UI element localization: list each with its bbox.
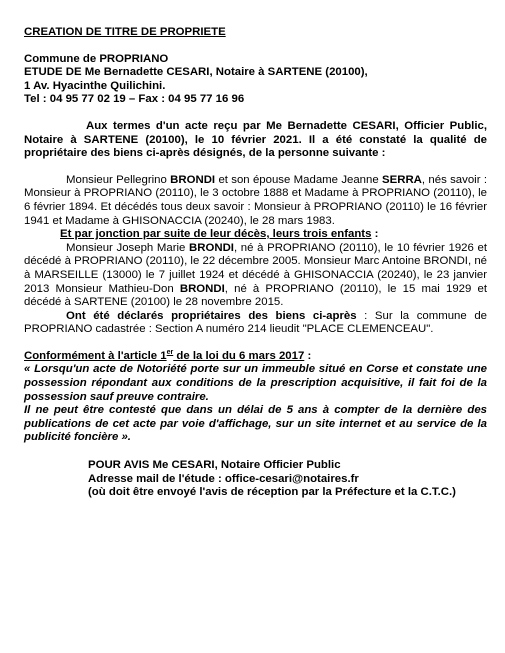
law-quote <box>24 363 487 445</box>
article-reference: Conformément à l'article 1er de la loi du 6 mars 2017 : <box>24 349 312 362</box>
surname-serra: SERRA <box>382 173 422 186</box>
quote-part-1: « Lorsqu'un acte de Notoriété porte sur un immeuble situé en Corse et constate une possession répondant aux conditions de la prescription acquisitive, il fait foi de la possession sauf preuve contraire. <box>24 363 487 403</box>
etude: ETUDE DE Me Bernadette CESARI, Notaire à SARTENE (20100), <box>24 66 368 79</box>
children-paragraph: Monsieur Joseph Marie BRONDI, né à PROPRIANO (20110), le 10 février 1926 et décédé à PROPRIANO (20110), le 22 décembre 2005. Monsieur Marc Antoine BRONDI, né à MARSEILLE (13000) le 7 juillet 1924 et décédé à GHISONACCIA (20240), le 23 janvier 2013 Monsieur Mathieu-Don BRONDI, né à PROPRIANO (20110), le 15 mai 1929 et décédé à SARTENE (20100) le 28 novembre 2015. <box>24 241 487 309</box>
avis-signatory: POUR AVIS Me CESARI, Notaire Officier Public <box>88 459 341 472</box>
declared-paragraph: Ont été déclarés propriétaires des biens ci-après : Sur la commune de PROPRIANO cadastrée : Section A numéro 214 lieudit "PLACE CLEMENCEAU". <box>24 309 487 336</box>
surname-brondi: BRONDI <box>170 173 216 186</box>
commune: Commune de PROPRIANO <box>24 52 169 65</box>
children-heading: Et par jonction par suite de leur décès, leurs trois enfants : <box>60 228 379 241</box>
avis-email-line: Adresse mail de l'étude : office-cesari@notaires.fr <box>88 472 359 485</box>
quote-part-2: Il ne peut être contesté que dans un délai de 5 ans à compter de la dernière des publications de cet acte par voie d'affichage, sur un site internet et au service de la publicité foncière ». <box>24 404 487 444</box>
phone-fax: Tel : 04 95 77 02 19 – Fax : 04 95 77 16 96 <box>24 93 245 106</box>
notice-title: CREATION DE TITRE DE PROPRIETE <box>24 26 226 38</box>
parents-paragraph: Monsieur Pellegrino BRONDI et son épouse Madame Jeanne SERRA, nés savoir : Monsieur à PROPRIANO (20110), le 3 octobre 1888 et Madame à PROPRIANO (20110), le 6 février 1894. Et décédés tous deux savoir : Monsieur à PROPRIANO (20110) le 16 février 1941 et Madame à GHISONACCIA (20240), le 28 mars 1983. <box>24 173 487 227</box>
email-address[interactable]: office-cesari@notaires.fr <box>224 472 359 485</box>
avis-note: (où doit être envoyé l'avis de réception par la Préfecture et la C.T.C.) <box>88 486 456 499</box>
address: 1 Av. Hyacinthe Quilichini. <box>24 79 166 92</box>
notary-header <box>24 53 487 107</box>
intro-paragraph: Aux termes d'un acte reçu par Me Bernadette CESARI, Officier Public, Notaire à SARTENE (20100), le 10 février 2021. Il a été constaté la qualité de propriétaire des biens ci-après désignés, de la personne suivante : <box>24 119 487 160</box>
avis-block <box>88 459 487 500</box>
